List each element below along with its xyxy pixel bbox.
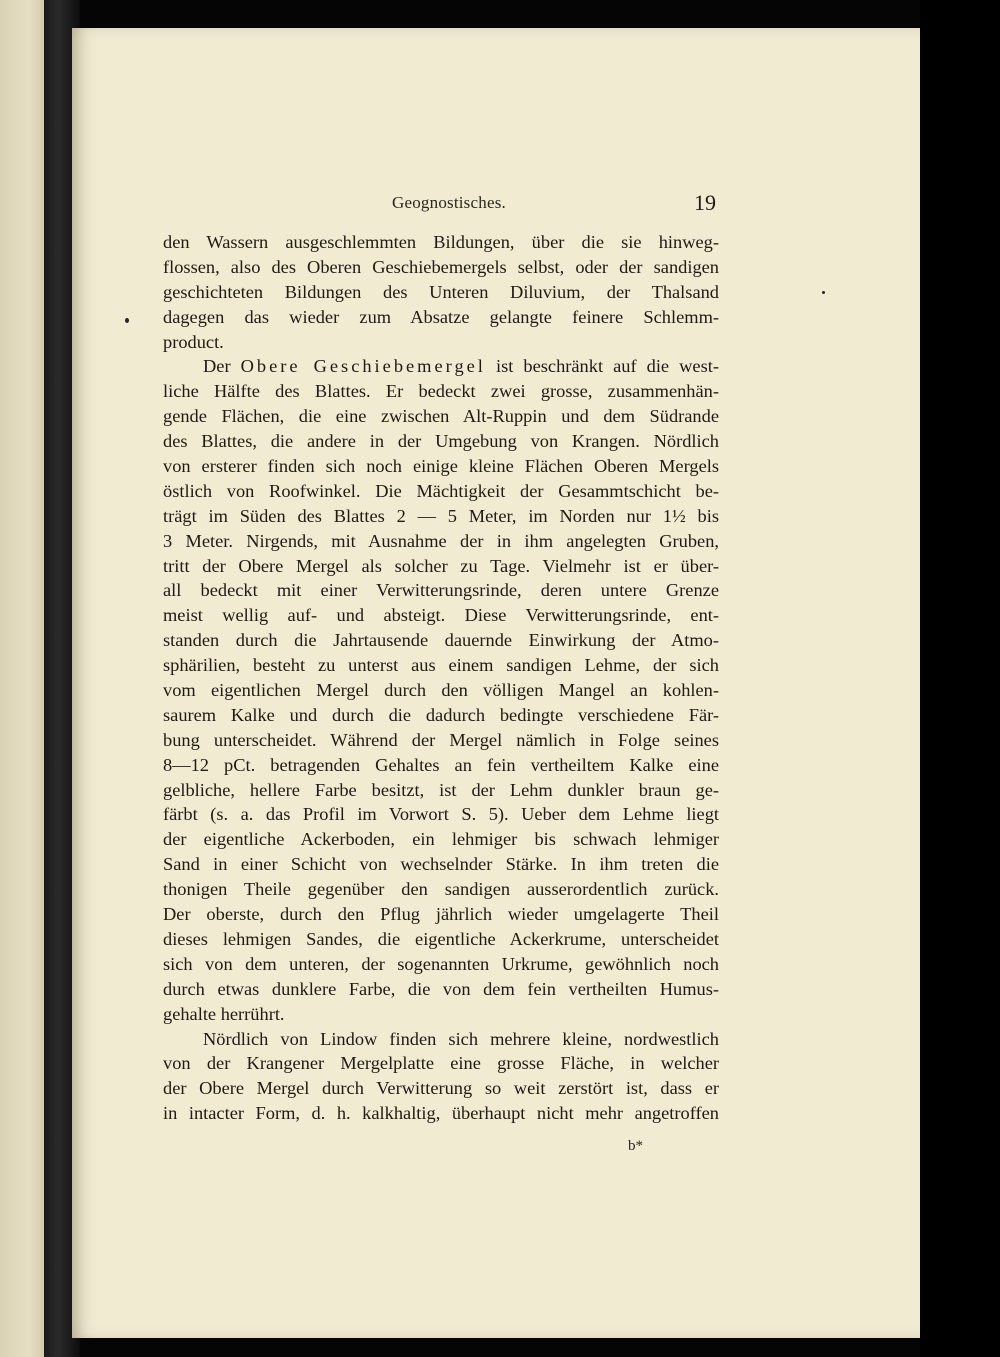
text-line: bung unterscheidet. Während der Mergel nämlich in Folge seines [163,729,719,750]
text-line: trägt im Süden des Blattes 2 — 5 Meter, im Norden nur 1½ bis [163,505,719,526]
text-line: 3 Meter. Nirgends, mit Ausnahme der in ihm angelegten Gruben, [163,530,719,551]
text-line: flossen, also des Oberen Geschiebemergels selbst, oder der sandigen [163,256,719,277]
spaced-term: Obere Geschiebemergel [240,356,486,377]
text-line: geschichteten Bildungen des Unteren Diluvium, der Thalsand [163,281,719,302]
text-line: 8—12 pCt. betragenden Gehaltes an fein vertheiltem Kalke eine [163,754,719,775]
text-line: dieses lehmigen Sandes, die eigentliche Ackerkrume, unterscheidet [163,928,719,949]
text-line: sphärilien, besteht zu unterst aus einem sandigen Lehme, der sich [163,655,719,676]
text-line: thonigen Theile gegenüber den sandigen ausserordentlich zurück. [163,879,719,900]
signature-mark: b* [628,1138,643,1154]
text-line: saurem Kalke und durch die dadurch bedingte verschiedene Fär- [163,704,719,725]
text-line: von der Krangener Mergelplatte eine grosse Fläche, in welcher [163,1053,719,1074]
text-line: der Obere Mergel durch Verwitterung so weit zerstört ist, dass er [163,1078,719,1099]
body-text [163,230,719,1126]
text-line: gehalte herrührt. [163,1003,285,1024]
text-line: dagegen das wieder zum Absatze gelangte feinere Schlemm- [163,306,719,327]
text-line: den Wassern ausgeschlemmten Bildungen, über die sie hinweg- [163,232,719,252]
text-line: vom eigentlichen Mergel durch den völligen Mangel an kohlen- [163,680,719,701]
paragraph-opening-line: Nördlich von Lindow finden sich mehrere kleine, nordwestlich [203,1028,719,1049]
text-line: Sand in einer Schicht von wechselnder Stärke. In ihm treten die [163,854,719,875]
text-line: liche Hälfte des Blattes. Er bedeckt zwei grosse, zusammenhän- [163,381,719,402]
text-line: färbt (s. a. das Profil im Vorwort S. 5). Ueber dem Lehme liegt [163,804,719,825]
text-line: sich von dem unteren, der sogenannten Urkrume, gewöhnlich noch [163,953,719,974]
ink-speck [822,291,825,294]
text-line: gende Flächen, die eine zwischen Alt-Ruppin und dem Südrande [163,406,719,427]
text-line: gelbliche, hellere Farbe besitzt, ist der Lehm dunkler braun ge- [163,779,719,800]
text-line: Der oberste, durch den Pflug jährlich wieder umgelagerte Theil [163,904,719,925]
text-line: tritt der Obere Mergel als solcher zu Tage. Vielmehr ist er über- [163,555,719,576]
text-fragment: ist beschränkt auf die west- [495,356,719,377]
text-line: östlich von Roofwinkel. Die Mächtigkeit der Gesammtschicht be- [163,480,719,501]
scan-background-right [920,0,1000,1357]
text-line: meist wellig auf- und absteigt. Diese Verwitterungsrinde, ent- [163,605,719,626]
text-line: durch etwas dunklere Farbe, die von dem fein vertheilten Humus- [163,978,719,999]
running-head: Geognostisches. [392,193,506,212]
text-line: product. [163,331,224,352]
page-header [392,190,716,217]
text-line: standen durch die Jahrtausende dauernde Einwirkung der Atmo- [163,630,719,651]
text-line: von ersterer finden sich noch einige kleine Flächen Oberen Mergels [163,456,719,477]
text-line: in intacter Form, d. h. kalkhaltig, überhaupt nicht mehr angetroffen [163,1103,719,1124]
page-number: 19 [694,190,716,215]
text-line: der eigentliche Ackerboden, ein lehmiger bis schwach lehmiger [163,829,719,850]
text-line: des Blattes, die andere in der Umgebung von Krangen. Nördlich [163,431,719,452]
opposite-page-edge [0,0,48,1357]
ink-speck [125,318,129,323]
text-line: all bedeckt mit einer Verwitterungsrinde, deren untere Grenze [163,580,719,601]
paragraph-opening-line [163,354,719,379]
text-fragment: Der [203,356,231,377]
